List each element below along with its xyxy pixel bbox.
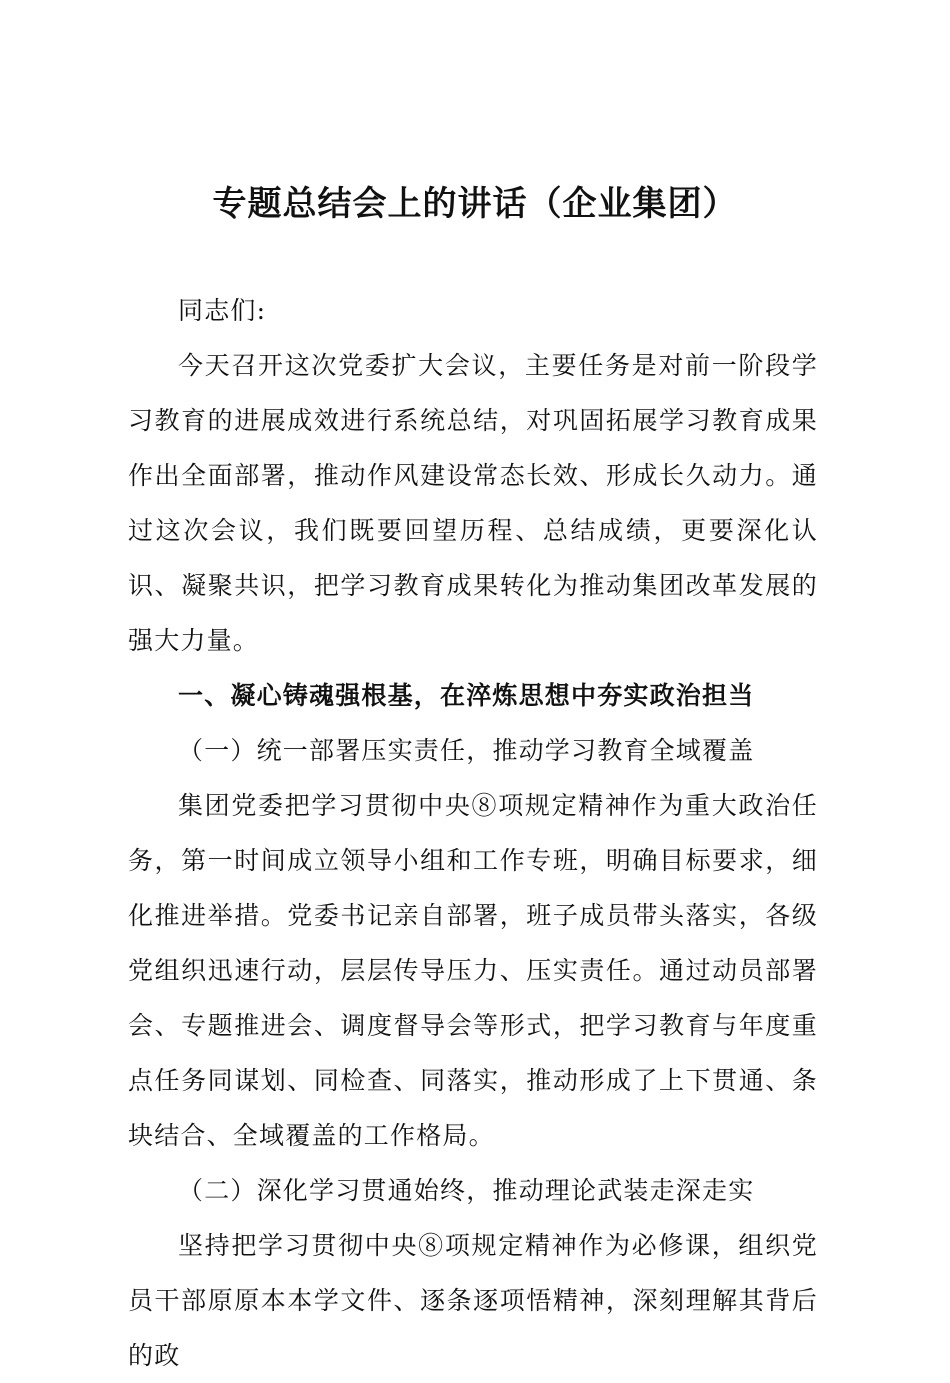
document-title: 专题总结会上的讲话（企业集团） — [212, 184, 738, 224]
document-body — [128, 283, 818, 1383]
intro-paragraph: 今天召开这次党委扩大会议，主要任务是对前一阶段学习教育的进展成效进行系统总结，对巩固拓展学习教育成果作出全面部署，推动作风建设常态长效、形成长久动力。通过这次会议，我们既要回望历程、总结成绩，更要深化认识、凝聚共识，把学习教育成果转化为推动集团改革发展的强大力量。 — [128, 351, 818, 655]
subsection-heading-2: （二）深化学习贯通始终，推动理论武装走深走实 — [178, 1176, 755, 1205]
subsection-body-1: 集团党委把学习贯彻中央⑧项规定精神作为重大政治任务，第一时间成立领导小组和工作专班，明确目标要求，细化推进举措。党委书记亲自部署，班子成员带头落实，各级党组织迅速行动，层层传导压力、压实责任。通过动员部署会、专题推进会、调度督导会等形式，把学习教育与年度重点任务同谋划、同检查、同落实，推动形成了上下贯通、条块结合、全域覆盖的工作格局。 — [128, 791, 818, 1150]
section-heading-1: 一、凝心铸魂强根基，在淬炼思想中夯实政治担当 — [178, 681, 755, 710]
salutation: 同志们: — [178, 296, 267, 325]
subsection-body-2: 坚持把学习贯彻中央⑧项规定精神作为必修课，组织党员干部原原本本学文件、逐条逐项悟精神，深刻理解其背后的政 — [128, 1231, 818, 1370]
subsection-heading-1: （一）统一部署压实责任，推动学习教育全域覆盖 — [178, 736, 755, 765]
